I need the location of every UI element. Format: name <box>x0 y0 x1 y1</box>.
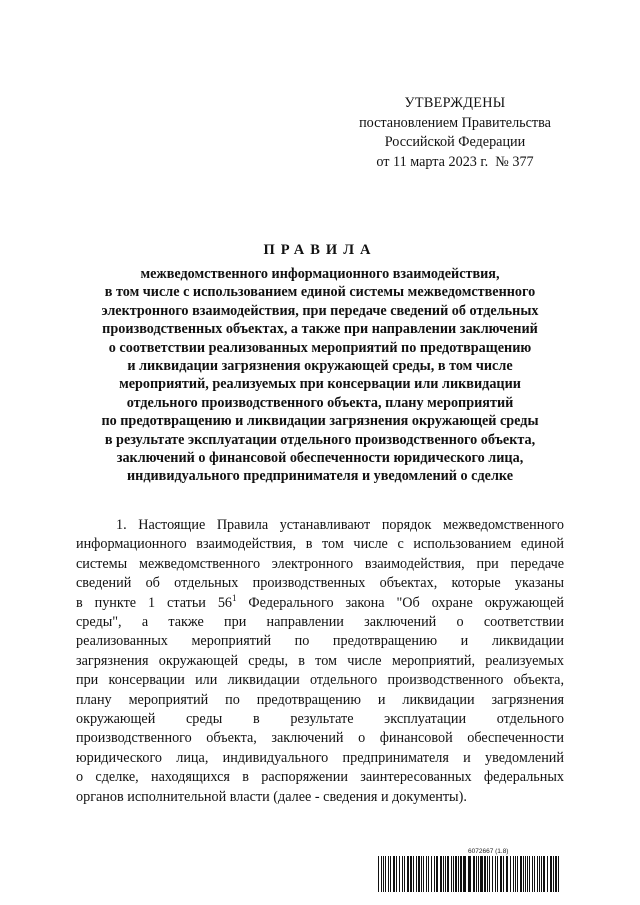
barcode-bar <box>383 856 384 892</box>
subtitle-line: межведомственного информационного взаимодействия, <box>140 266 500 282</box>
barcode-bar <box>527 856 528 892</box>
barcode-bar <box>510 856 511 892</box>
barcode-bar <box>480 856 483 892</box>
barcode-bar <box>423 856 424 892</box>
barcode-bar <box>413 856 414 892</box>
paragraph-line <box>76 594 564 613</box>
barcode-bar <box>451 856 452 892</box>
barcode-bar <box>378 856 379 892</box>
barcode-bar <box>393 856 395 892</box>
barcode-bar <box>497 856 498 892</box>
barcode-bar <box>495 856 496 892</box>
barcode-bar <box>436 856 438 892</box>
barcode-bar <box>484 856 486 892</box>
approval-date-line: от 11 марта 2023 г. № 377 <box>376 153 534 170</box>
subtitle-line: в том числе с использованием единой системы межведомственного <box>104 284 536 301</box>
barcode-bar <box>558 856 559 892</box>
approval-line-2: Российской Федерации <box>384 134 526 150</box>
barcode-bar <box>460 856 462 892</box>
barcode-bar <box>388 856 389 892</box>
barcode-bar <box>478 856 479 892</box>
barcode-bar <box>513 856 514 892</box>
subtitle-line: в результате эксплуатации отдельного производственного объекта, <box>104 431 536 448</box>
barcode-bar <box>404 856 405 892</box>
barcode-bar <box>537 856 538 892</box>
barcode-bar <box>503 856 504 892</box>
paragraph-line: плану мероприятий по предотвращению и ликвидации загрязнения <box>76 691 564 708</box>
subtitle-line: о соответствии реализованных мероприятий по предотвращению <box>108 339 532 356</box>
barcode-bar <box>443 856 444 892</box>
barcode-bar <box>426 856 427 892</box>
subtitle-line: заключений о финансовой обеспеченности юридического лица, <box>116 450 524 467</box>
barcode-bar <box>555 856 557 892</box>
barcode-bar <box>515 856 516 892</box>
paragraph-line: реализованных мероприятий по предотвращению и ликвидации <box>76 633 564 650</box>
superscript: 1 <box>232 592 237 603</box>
barcode-bar <box>421 856 422 892</box>
barcode-bar <box>385 856 386 892</box>
barcode-bar <box>500 856 502 892</box>
barcode-bar <box>492 856 493 892</box>
barcode-bar <box>468 856 471 892</box>
barcode-bar <box>416 856 417 892</box>
barcode-bar <box>543 856 545 892</box>
approval-line-1: постановлением Правительства <box>359 114 551 131</box>
barcode <box>378 856 560 892</box>
barcode-bar <box>428 856 429 892</box>
subtitle-line: производственных объектах, а также при направлении заключений <box>102 321 538 338</box>
barcode-bar <box>453 856 454 892</box>
barcode-bar <box>553 856 554 892</box>
barcode-bar <box>525 856 526 892</box>
barcode-bar <box>550 856 552 892</box>
paragraph-line: системы межведомственного электронного взаимодействия, при передаче <box>76 555 564 572</box>
document-title: ПРАВИЛА <box>263 242 377 258</box>
barcode-bar <box>463 856 466 892</box>
paragraph-line: о сделке, находящихся в распоряжении заинтересованных федеральных <box>76 769 564 786</box>
paragraph-line: окружающей среды в результате эксплуатации отдельного <box>76 711 564 728</box>
document-subtitle <box>70 265 570 486</box>
paragraph-line: 1. Настоящие Правила устанавливают порядок межведомственного <box>116 517 564 533</box>
barcode-bar <box>455 856 457 892</box>
paragraph-line: при консервации или ликвидации отдельного производственного объекта, <box>76 672 564 689</box>
barcode-bar <box>418 856 420 892</box>
paragraph-line: органов исполнительной власти (далее - сведения и документы). <box>76 788 467 805</box>
barcode-bar <box>445 856 446 892</box>
paragraph-line: среды", а также при направлении заключений о соответствии <box>76 614 564 631</box>
barcode-bar <box>520 856 522 892</box>
approval-heading: УТВЕРЖДЕНЫ <box>404 95 506 111</box>
barcode-bar <box>399 856 400 892</box>
barcode-bar <box>539 856 540 892</box>
document-code: 6072667 (1.8) <box>468 848 509 855</box>
barcode-bar <box>434 856 435 892</box>
barcode-bar <box>534 856 535 892</box>
barcode-bar <box>529 856 530 892</box>
paragraph-text: в пункте 1 статьи 56 <box>76 594 233 611</box>
barcode-bar <box>473 856 475 892</box>
subtitle-line: по предотвращению и ликвидации загрязнения окружающей среды <box>101 413 539 430</box>
paragraph-line: производственного объекта, заключений о финансовой обеспеченности <box>76 730 564 747</box>
paragraph-line: сведений об отдельных производственных объектах, которые указаны <box>76 575 564 592</box>
subtitle-line: отдельного производственного объекта, плану мероприятий <box>126 394 514 411</box>
approval-block <box>342 94 568 172</box>
barcode-bar <box>541 856 542 892</box>
barcode-bar <box>431 856 432 892</box>
subtitle-line: мероприятий, реализуемых при консервации или ликвидации <box>119 376 521 393</box>
barcode-bar <box>447 856 449 892</box>
barcode-bar <box>458 856 459 892</box>
subtitle-line: электронного взаимодействия, при передаче сведений об отдельных <box>101 302 539 319</box>
barcode-bar <box>487 856 488 892</box>
barcode-bar <box>410 856 412 892</box>
subtitle-line: и ликвидации загрязнения окружающей среды, в том числе <box>127 358 513 375</box>
barcode-bar <box>517 856 518 892</box>
barcode-bar <box>506 856 508 892</box>
barcode-bar <box>547 856 548 892</box>
paragraph-line: загрязнения окружающей среды, в том числе мероприятий, реализуемых <box>76 652 564 669</box>
barcode-bar <box>489 856 490 892</box>
paragraph-text: Федерального закона "Об охране окружающей <box>236 594 565 611</box>
barcode-bar <box>402 856 403 892</box>
barcode-bar <box>396 856 397 892</box>
paragraph-line: информационного взаимодействия, в том числе с использованием единой <box>76 536 564 553</box>
barcode-bar <box>381 856 382 892</box>
barcode-bar <box>390 856 391 892</box>
barcode-bar <box>523 856 524 892</box>
paragraph-1 <box>76 516 564 807</box>
barcode-bar <box>440 856 442 892</box>
paragraph-line: юридического лица, индивидуального предпринимателя и уведомлений <box>76 749 564 766</box>
subtitle-line: индивидуального предпринимателя и уведомлений о сделке <box>126 468 514 485</box>
barcode-bar <box>476 856 477 892</box>
barcode-bar <box>407 856 409 892</box>
barcode-bar <box>532 856 533 892</box>
